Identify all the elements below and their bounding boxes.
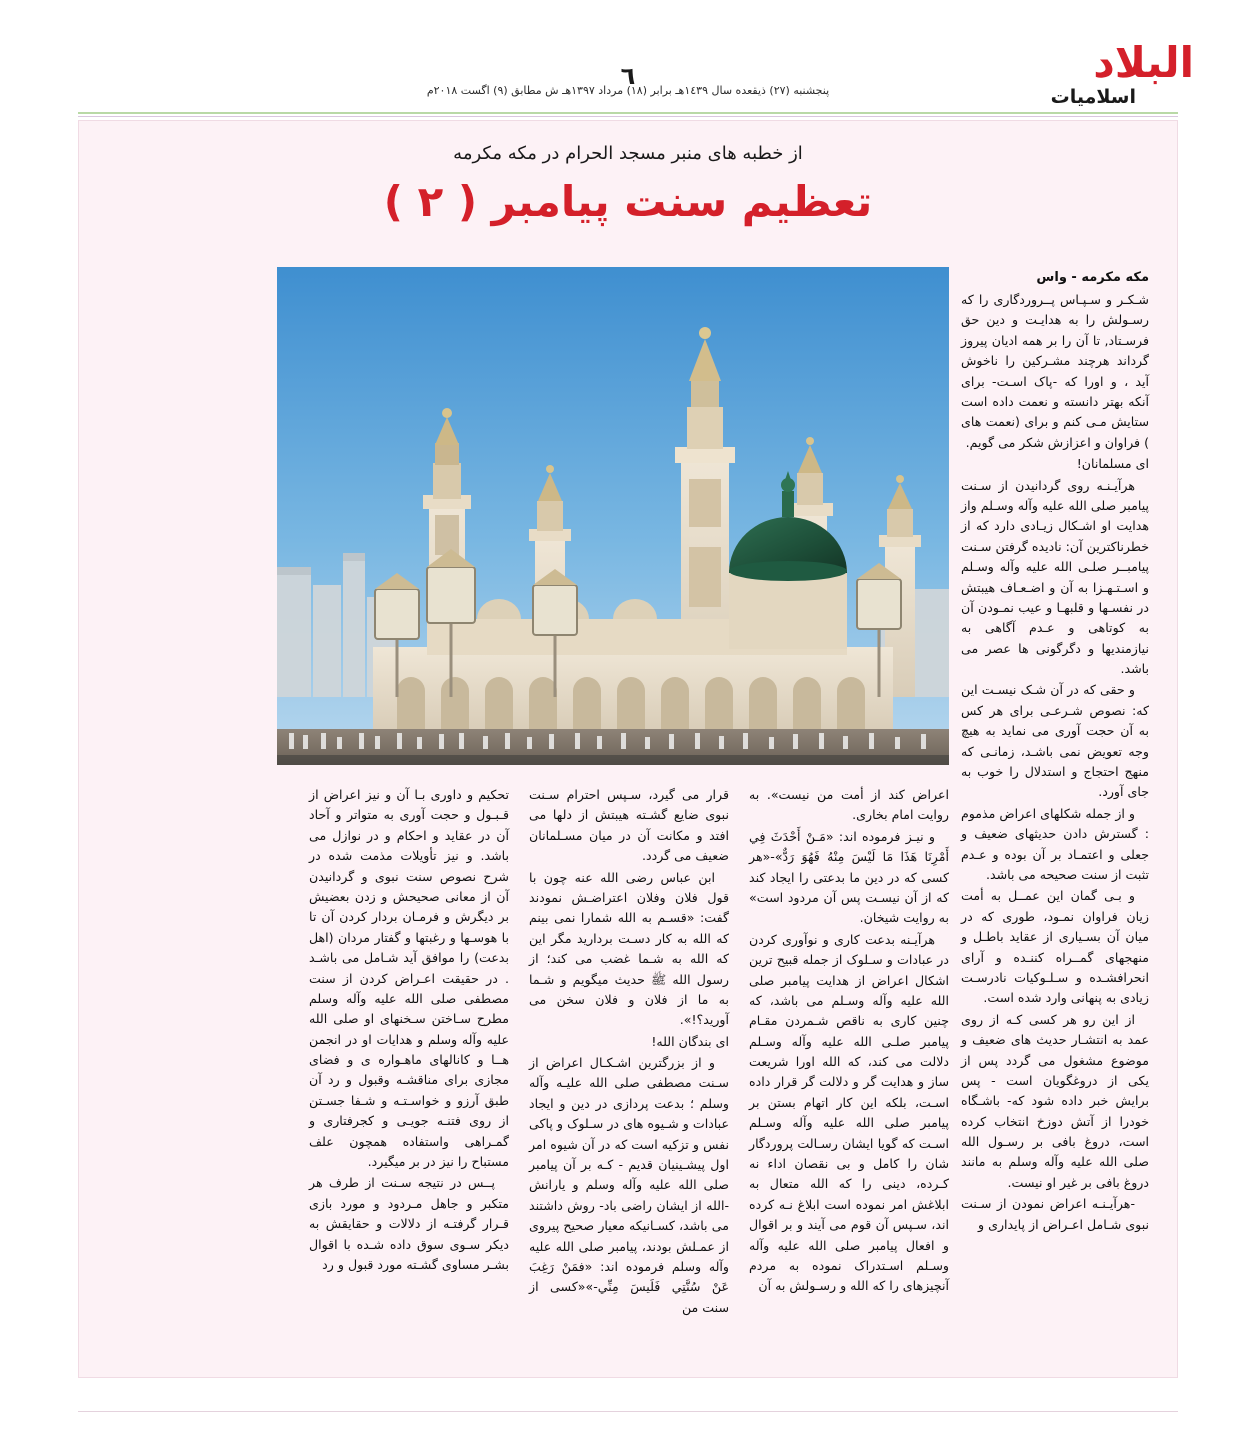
paragraph: ای مسلمانان! xyxy=(1076,456,1149,472)
article-kicker: از خطبه های منبر مسجد الحرام در مکه مکرمه xyxy=(453,143,803,164)
column-b xyxy=(529,785,729,1357)
paragraph: هرآیـنـه روی گردانیدن از سـنت پیامبر صلی الله علیه وآله وسـلم واز هدایت او اشـکال زیـادی دارد که از خطرناکترین آن: نادیده گرفتن سـنت پیامبــر صلـی الله علیه وآله وسـلم و اسـتـهـزا به آن و اضـعـاف هیبتش در نفسـها و قلبهـا و عیب نمـودن آن به کوتاهی و عـدم آگاهی به نیازمندیها و دگرگونی ها عصر می باشد. xyxy=(961,477,1149,677)
article-photo xyxy=(277,267,949,765)
column-c xyxy=(309,785,509,1357)
header-divider-thin xyxy=(78,116,1178,117)
paragraph: تحکیم و داوری بـا آن و نیز اعراض از قـبـول و حجت آوری به متواتر و آحاد آن در عقاید و احکام و در نوازل می باشد. و نیز تأویلات مذمت شده در شرح نصوص سنت نبوی و گردانیدن آن از معانی صحیحش و زدن بعضیش بر دیگرش و فرمـان بردار کردن آن تا با هوسـها و رغبتها و گفتار مردان (اهل بدعت) را موافق آید شـامل می باشـد . در حقیقت اعـراض کردن از سنت مصطفی صلی الله علیه وآله وسلم مطرح سـاختن سـخنهای او صلی الله علیه وآله وسلم و هدایات او در انجمن هــا و کانالهای ماهـواره ی و فضای مجازی برای مناقشـه وقبول و رد آن طبق آرزو و خواسـتـه و شـفا جسـتن از روی فتنـه جویـی و کجرفتاری و گمـراهی واستفاده همچون علف مستباح را نیز در بر میگیرد. xyxy=(309,787,509,1170)
paragraph: ای بندگان الله! xyxy=(651,1033,729,1049)
paragraph: و از بزرگترین اشـکـال اعراض از سـنت مصطفی صلی الله علیـه وآله وسلم ؛ بدعت پردازی در دین و ایجاد عبادات و شـیوه های در سـلوک و پاکی نفس و تزکیه است که در آن شیوه امر اول پیشـینیان قدیم - کـه بر آن پیامبر صلی الله علیه وآله وسلم و یارانش -الله از ایشان راضی باد- روش داشتند می باشد، کسـانیکه معیار صحیح پیروی از عمـلش بودند، پیامبر صلی الله علیه وآله وسلم فرموده اند: «فمَنْ رَغِبَ عَنْ سُنَّتِي فَلَیسَ مِنِّي-»«کسی از سنت من xyxy=(529,1055,729,1315)
page-number: ٦ xyxy=(620,62,636,90)
paragraph: از این رو هر کسی کـه از روی عمد به انتشـار حدیث های ضعیف و موضوع مشغول می گردد پس از یکی از دروغگویان است - پس برایش خبر داده شود که- باشـگاه خودرا از آتش دوزخ انتخاب کرده است، دروغ بافی بر رسـول الله صلی الله علیه وآله وسلم به مانند دروغ بافی بر غیر او نیست. xyxy=(961,1011,1149,1190)
column-a xyxy=(749,785,949,1357)
masthead xyxy=(0,0,1256,118)
paragraph: و از جمله شکلهای اعراض مذموم : گسترش دادن حدیثهای ضعیف و جعلی و اعتمـاد بر آن بوده و عـدم تثبت از سنت صحیحه می باشد. xyxy=(961,805,1149,882)
paragraph: هرآیـنه بدعت کاری و نوآوری کردن در عبادات و سـلوک از جمله قبیح ترین اشکال اعراض از هدایت پیامبر صلی الله علیه وآله وسـلم می باشد، که چنین کاری به ناقص شـمردن مقـام پیامبر صلـی الله علیه وآله وسـلم دلالت می کند، که الله اورا شریعت ساز و هدایت گر و دلالت گر قرار داده اسـت، بلکه این کار اتهام بستن بر پیامبر صلی الله علیه وآله وسـلم اسـت که گویا ایشان رسـالت پروردگار شان را کامل و بی نقصان اداء نه کـرده، دینی را که الله متعال به ابلاغش امر نموده است ابلاغ نـه کرده اند، سـپس آن قوم می آیند و بر اقوال و افعال پیامبر صلی الله علیه وآله وسـلم اسـتدراک نموده به مردم آنچیزهای را که الله و رسـولش به آن xyxy=(749,931,949,1294)
column-right xyxy=(961,267,1149,1357)
paragraph: -هرآیـنـه اعراض نمودن از سـنت نبوی شـامل اعـراض از پایداری و xyxy=(961,1196,1149,1232)
newspaper-logo: البلاد xyxy=(1093,38,1194,87)
article-panel xyxy=(78,120,1178,1378)
header-divider-green xyxy=(78,112,1178,114)
paragraph: و حقی که در آن شـک نیسـت این که: نصوص شـرعـی برای هر کس به آن حجت آوری می نماید به هیچ وجه تعویض نمی باشـد، زمانـی که منهج احتجاج و استدلال را خوب به جای آورد. xyxy=(961,682,1149,800)
paragraph: و نیـز فرموده اند: «مَـنْ أَحْدَثَ فِي أَمْرِنَا هَذَا مَا لَیْسَ مِنْهُ فَهُوَ رَدٌّ»-«هر کسی که در دین ما بدعتی را ایجاد کند که از آن نیسـت پس آن مردود است» به روایت شیخان. xyxy=(749,828,949,926)
paragraph: شـکـر و سـپـاس پــروردگاری را که رسـولش را به هدایـت و دین حق فرسـتاد, تا آن را بر همه ادیان پیروز گرداند هرچند مشـرکین را ناخوش آید ، و اورا که -پاک اسـت- برای آنکه بهتر دانسته و نعمت داده است ستایش مـی کنم و برای (نعمت های ) فراوان و اعزازش شکر می گویم. xyxy=(961,292,1149,450)
paragraph: ابن عباس رضی الله عنه چون با قول فلان وفلان اعتراضـش نمودند گفت: «قسـم به الله شمارا نمی بینم که الله به کار دسـت بردارید مگر این که الله به شـما غضب می کند؛ از رسول الله ﷺ حدیث میگویم و شـما به ما از فلان و فلان سخن می آورید؟!». xyxy=(529,869,729,1028)
section-title: اسلامیات xyxy=(1050,86,1136,108)
issue-date: پنجشنبه (٢٧) ذیقعده سال ١٤٣٩هـ برابر (١٨) مرداد ١٣٩٧هـ ش مطابق (٩) اگست ٢٠١٨م xyxy=(426,84,830,97)
mosque-photo-graphic xyxy=(277,267,949,765)
article-byline: مکه مکرمه - واس xyxy=(1036,270,1149,285)
paragraph: اعراض کند از أمت من نیست». به روایت امام بخاری. xyxy=(749,787,949,823)
article-headline: تعظیم سنت پیامبر ( ۲ ) xyxy=(383,177,873,226)
footer-divider xyxy=(78,1411,1178,1412)
paragraph: پــس در نتیجه سـنت از طرف هر متکبر و جاهل مـردود و مورد بازی قـرار گرفتـه از دلالات و حقایقش به دیکر سـوی سوق داده شـده با اقوال بشـر مساوی گشـته مورد قبول و رد xyxy=(309,1175,509,1272)
paragraph: قرار می گیرد، سـپس احترام سـنت نبوی ضایع گشـته هیبتش از دلها می افتد و مکانت آن در میان مسـلمانان ضعیف می گردد. xyxy=(529,787,729,864)
paragraph: و بـی گمان این عمــل به أمت زیان فراوان نمـود، طوری که در میان آن بسـیاری از عقاید باطـل و منهجهای گمــراه کننـده و آرای انحرافشـده و سـلـوکیات نادرسـت زیادی به پنهانی وارد شده است. xyxy=(961,888,1149,1006)
